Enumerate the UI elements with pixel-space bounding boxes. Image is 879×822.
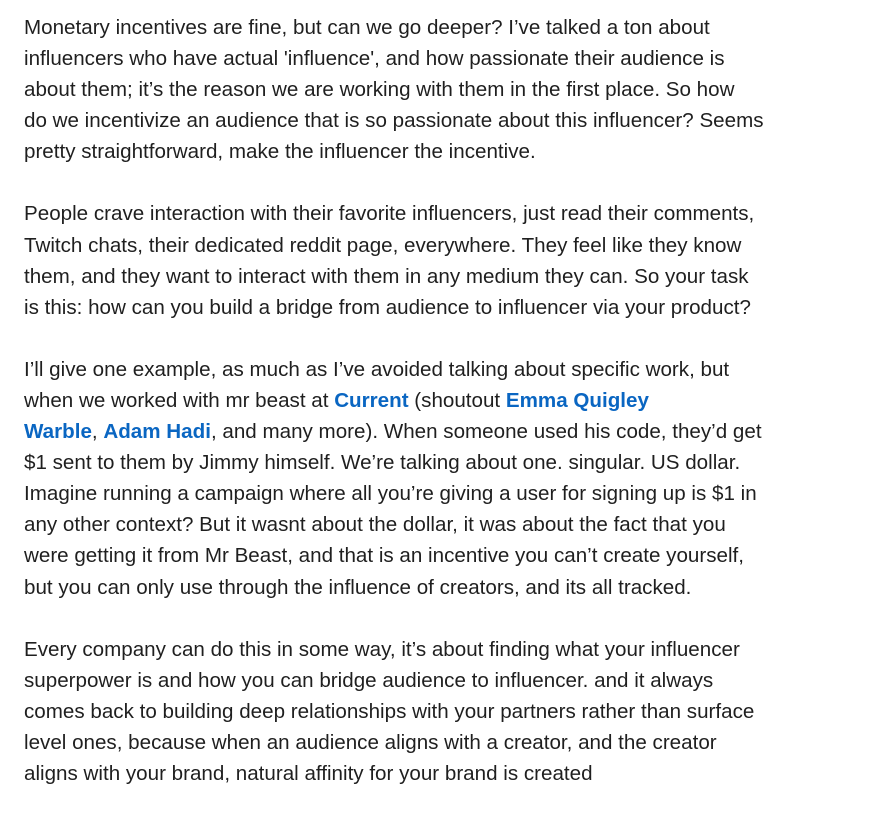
- paragraph-4: [24, 634, 864, 789]
- text-fragment: ,: [91, 420, 104, 444]
- paragraph-2: [24, 198, 864, 322]
- text-line: were getting it from Mr Beast, and that is an incentive you can’t create yourself,: [24, 544, 744, 568]
- mention-adam-hadi[interactable]: Adam Hadi: [103, 420, 211, 444]
- text-line: People crave interaction with their favorite influencers, just read their comments,: [24, 202, 755, 226]
- text-line: level ones, because when an audience aligns with a creator, and the creator: [24, 730, 717, 754]
- text-line: Imagine running a campaign where all you’re giving a user for signing up is $1 in: [24, 482, 757, 506]
- paragraph-1: [24, 12, 864, 167]
- text-line: Monetary incentives are fine, but can we go deeper? I’ve talked a ton about: [24, 16, 710, 39]
- text-line: influencers who have actual 'influence', and how passionate their audience is: [24, 47, 725, 71]
- paragraph-3: [24, 354, 864, 603]
- text-fragment: (shoutout: [408, 388, 506, 412]
- mention-emma-quigley-warble-part2[interactable]: Warble: [24, 420, 92, 444]
- text-line: about them; it’s the reason we are working with them in the first place. So how: [24, 78, 735, 102]
- text-line: superpower is and how you can bridge audience to influencer. and it always: [24, 668, 714, 692]
- text-line: do we incentivize an audience that is so passionate about this influencer? Seems: [24, 109, 764, 133]
- text-line: comes back to building deep relationships with your partners rather than surface: [24, 699, 755, 723]
- text-line: them, and they want to interact with them in any medium they can. So your task: [24, 264, 749, 288]
- text-line: is this: how can you build a bridge from audience to influencer via your product?: [24, 295, 751, 319]
- text-line: aligns with your brand, natural affinity for your brand is created: [24, 761, 593, 785]
- text-fragment: when we worked with mr beast at: [24, 388, 335, 412]
- text-line: any other context? But it wasnt about the dollar, it was about the fact that you: [24, 513, 726, 537]
- text-fragment: , and many more). When someone used his code, they’d get: [210, 420, 762, 444]
- text-line: I’ll give one example, as much as I’ve avoided talking about specific work, but: [24, 357, 730, 381]
- text-line: but you can only use through the influence of creators, and its all tracked.: [24, 575, 692, 599]
- mention-emma-quigley-warble-part1[interactable]: Emma Quigley: [505, 388, 649, 412]
- mention-current[interactable]: Current: [334, 388, 409, 412]
- post-body: [24, 12, 864, 820]
- text-line-with-mentions: [24, 416, 864, 447]
- text-line: pretty straightforward, make the influencer the incentive.: [24, 140, 536, 164]
- text-line: $1 sent to them by Jimmy himself. We’re talking about one. singular. US dollar.: [24, 451, 741, 475]
- text-line-with-mentions: [24, 385, 864, 416]
- text-line: Twitch chats, their dedicated reddit page, everywhere. They feel like they know: [24, 233, 742, 257]
- text-line: Every company can do this in some way, it’s about finding what your influencer: [24, 637, 740, 661]
